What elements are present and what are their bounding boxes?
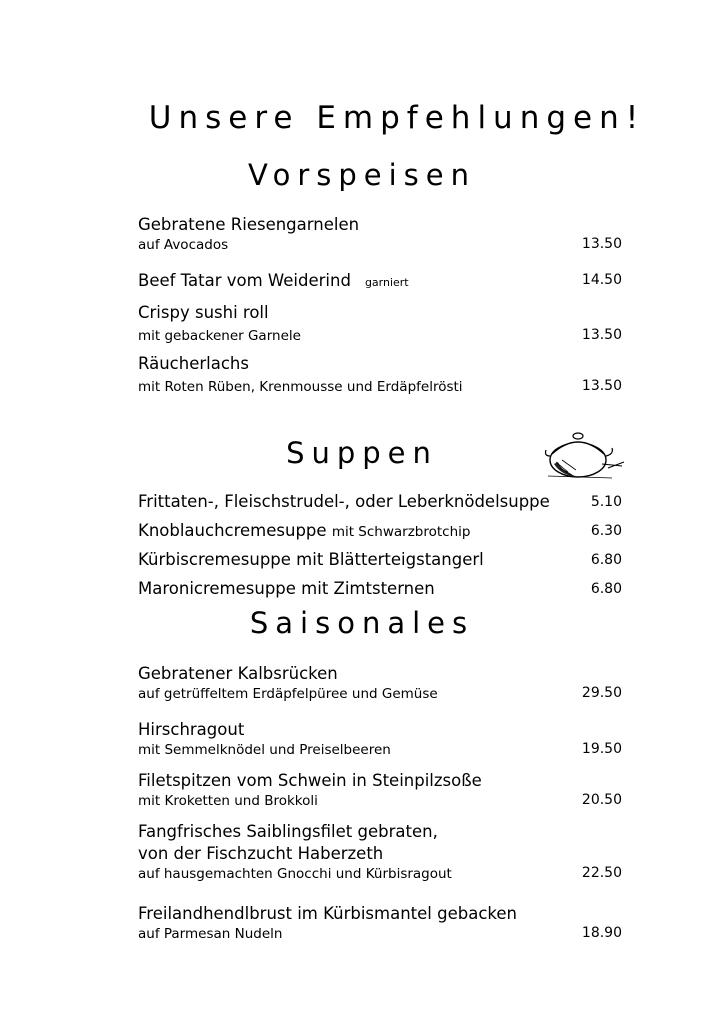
item-price: 6.30 <box>590 523 622 539</box>
item-price: 13.50 <box>581 236 622 252</box>
item-price: 18.90 <box>581 925 622 941</box>
item-desc: auf hausgemachten Gnocchi und Kürbisragout <box>138 866 452 882</box>
item-price: 5.10 <box>590 494 622 510</box>
item-price: 20.50 <box>581 792 622 808</box>
menu-item <box>138 719 622 759</box>
item-name: Hirschragout <box>138 720 245 739</box>
menu-item <box>138 214 622 254</box>
item-desc: mit Roten Rüben, Krenmousse und Erdäpfelrösti <box>138 379 463 395</box>
item-desc: mit Schwarzbrotchip <box>331 524 471 540</box>
item-name: Fangfrisches Saiblingsfilet gebraten, <box>138 822 438 841</box>
item-name: Filetspitzen vom Schwein in Steinpilzsoße <box>138 771 482 790</box>
menu-item <box>138 353 622 396</box>
item-price: 6.80 <box>590 552 622 568</box>
item-desc: auf Avocados <box>138 237 229 253</box>
menu-item <box>138 903 622 943</box>
item-name: Maronicremesuppe mit Zimtsternen <box>138 579 435 598</box>
item-name: Kürbiscremesuppe mit Blätterteigstangerl <box>138 550 484 569</box>
item-price: 13.50 <box>581 378 622 394</box>
menu-item <box>138 270 622 294</box>
item-name: Räucherlachs <box>138 354 249 373</box>
item-note: garniert <box>364 276 409 289</box>
item-name: Crispy sushi roll <box>138 303 269 322</box>
item-price: 6.80 <box>590 581 622 597</box>
section-heading-suppen: Suppen <box>286 436 438 470</box>
item-desc: mit Semmelknödel und Preiselbeeren <box>138 742 391 758</box>
item-desc: mit Kroketten und Brokkoli <box>138 793 318 809</box>
menu-item <box>138 302 622 345</box>
page-title: Unsere Empfehlungen! <box>148 100 646 136</box>
item-desc: auf getrüffeltem Erdäpfelpüree und Gemüse <box>138 686 438 702</box>
menu-item <box>138 491 622 513</box>
item-price: 29.50 <box>581 685 622 701</box>
menu-item <box>138 520 622 543</box>
item-name: Knoblauchcremesuppe <box>138 521 327 540</box>
soup-pot-icon <box>542 420 626 484</box>
item-price: 14.50 <box>581 272 622 288</box>
item-desc: mit gebackener Garnele <box>138 328 301 344</box>
menu-item <box>138 578 622 600</box>
item-price: 13.50 <box>581 327 622 343</box>
item-name: Freilandhendlbrust im Kürbismantel gebacken <box>138 904 517 923</box>
item-name-line2: von der Fischzucht Haberzeth <box>138 844 384 863</box>
item-price: 22.50 <box>581 865 622 881</box>
item-name: Gebratene Riesengarnelen <box>138 215 360 234</box>
menu-item <box>138 821 622 883</box>
item-name: Frittaten-, Fleischstrudel-, oder Leberknödelsuppe <box>138 492 550 511</box>
section-heading-vorspeisen: Vorspeisen <box>248 158 476 192</box>
menu-item <box>138 663 622 703</box>
menu-item <box>138 549 622 571</box>
item-price: 19.50 <box>581 741 622 757</box>
item-name: Gebratener Kalbsrücken <box>138 664 338 683</box>
section-heading-saisonales: Saisonales <box>249 606 475 640</box>
menu-item <box>138 770 622 810</box>
item-name: Beef Tatar vom Weiderind <box>138 271 351 290</box>
item-desc: auf Parmesan Nudeln <box>138 926 283 942</box>
